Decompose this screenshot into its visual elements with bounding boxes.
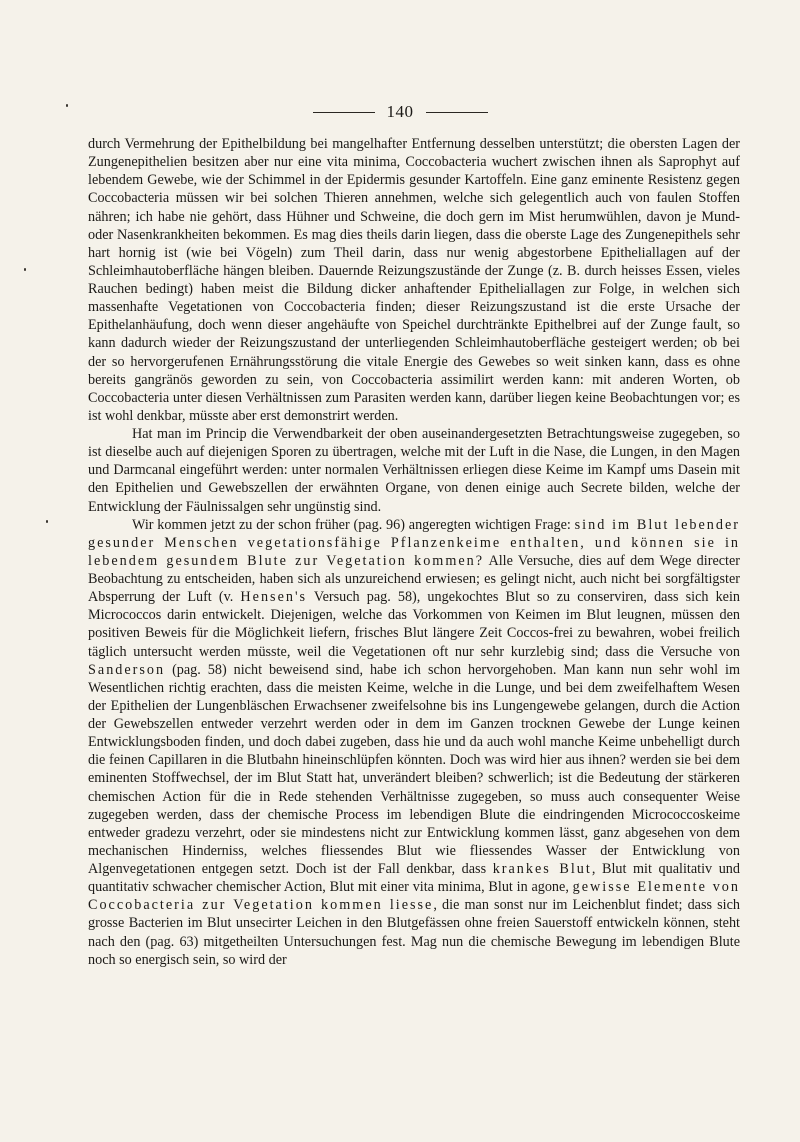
text-segment: , die man sonst nur im Leichenblut findet; dass sich grosse Bacterien im Blut unsecirter Leichen in den Blutgefässen ohne freien Sauerstoff entwickeln können, steht nach den (pag. 63) mitgetheilten Untersuchungen fest. Mag nun die chemische Bewegung im lebendigen Blute noch so energisch sein, so wird der [88, 897, 740, 968]
text-segment: , Blut mit qualitativ und quantitativ schwacher chemischer Action, Blut mit einer vita minima, Blut in agone, [88, 861, 740, 896]
paragraph [88, 516, 740, 969]
text-segment: Hat man im Princip die Verwendbarkeit der oben auseinandergesetzten Betrachtungsweise zugegeben, so ist dieselbe auch auf diejenigen Sporen zu übertragen, welche mit der Luft in die Nase, die Lungen, in den Magen und Darmcanal eingeführt werden: unter normalen Verhältnissen erliegen diese Keime im Kampf ums Dasein mit den Epithelien und Gewebszellen der erwähnten Organe, von denen einige auch Secrete bilden, welche der Entwicklung der Fäulnissalgen sehr ungünstig sind. [88, 426, 740, 515]
paragraph [88, 135, 740, 425]
text-segment: Alle Versuche, dies auf dem Wege directer Beobachtung zu entscheiden, haben sich als unzureichend erwiesen; es gelingt nicht, auch nicht bei sorgfältigster Absperrung der Luft (v. [88, 552, 740, 606]
text-segment: (pag. 58) nicht beweisend sind, habe ich schon hervorgehoben. Man kann nun sehr wohl im Wesentlichen richtig erachten, dass die meisten Keime, welche in die Lunge, und bei dem zweifelhaftem Wesen der Epithelien der Lungenbläschen Erwachsener zweifelsohne bis ins Lungengewebe gelangen, durch die Action der Gewebszellen entweder verzehrt werden oder in dem im Ganzen trocknen Gewebe der Lunge keinen Entwicklungsboden finden, und doch dabei zugeben, dass hie und da auch wohl manche Keime unbehelligt durch die feinen Capillaren in die Blutbahn hineinschlüpfen könnten. Doch was wird hier aus ihnen? werden sie bei dem eminenten Stoffwechsel, der im Blut Statt hat, unverändert bleiben? schwerlich; ist die Bedeutung der stärkeren chemischen Action für die in Rede stehenden Verhältnisse zugegeben, so muss auch consequenter Weise zugegeben werden, dass der chemische Process im lebendigen Blute die eindringenden Micrococcoskeime entweder gradezu verzehrt, oder sie mindestens nicht zur Entwicklung kommen lässt, ganz abgesehen von dem mechanischen Hinderniss, welches fliessendes Blut wie fliessendes Wasser der Entwicklung von Algenvegetationen entgegen setzt. Doch ist der Fall denkbar, dass [88, 661, 740, 877]
margin-speck [46, 520, 48, 523]
text-segment: Versuch pag. 58), ungekochtes Blut so zu conserviren, dass sich kein Micrococcos darin entwickelt. Diejenigen, welche das Vorkommen von Keimen im Blut leugnen, müssen den positiven Beweis für die Möglichkeit liefern, frisches Blut längere Zeit Coccos-frei zu bewahren, wobei freilich täglich untersucht werden müsste, weil die Vegetationen oft nur sehr kurzlebig sind; dass die Versuche von [88, 589, 741, 660]
emphasized-text: Sanderson [88, 661, 166, 678]
text-segment: durch Vermehrung der Epithelbildung bei mangelhafter Entfernung desselben unterstützt; die obersten Lagen der Zungenepithelien besitzen aber nur eine vita minima, Coccobacteria wuchert zwischen ihnen als Saprophyt auf lebendem Gewebe, wie der Schimmel in der Epidermis gesunder Kartoffeln. Eine ganz eminente Resistenz gegen Coccobacteria müssen wir bei solchen Thieren annehmen, welche sich gelegentlich auch von faulen Stoffen nähren; ich habe nie gehört, dass Hühner und Schweine, die doch gern im Mist herumwühlen, davon je Mund- oder Nasenkrankheiten bekommen. Es mag dies theils darin liegen, dass die oberste Lage des Zungenepithels sehr hart hornig ist (wie bei Vögeln) zum Theil darin, dass nur wenig abgestorbene Epitheliallagen auf der Schleimhautoberfläche hängen bleiben. Dauernde Reizungszustände der Zunge (z. B. durch heisses Essen, vieles Rauchen bedingt) haben meist die Bildung dicker anhaftender Epitheliallagen zur Folge, in welchen sich massenhafte Vegetationen von Coccobacteria finden; dieser Reizungszustand ist die erste Ursache der Epithelanhäufung, doch wenn dieser angehäufte von Speichel durchtränkte Epithelbrei auf der Zunge fault, so kann dadurch wieder der Reizungszustand der unterliegenden Schleimhautoberfläche gesteigert werden; ob bei der so hervorgerufenen Ernährungsstörung die vitale Energie des Gewebes so weit sinken kann, dass es ohne bereits gangränös geworden zu sein, von Coccobacteria assimilirt werden kann: mit anderen Worten, ob Coccobacteria unter diesen Verhältnissen zum Parasiten werden kann, darüber liegen keine Beobachtungen vor; es ist wohl denkbar, müsste aber erst demonstrirt werden. [88, 136, 740, 424]
emphasized-text: sind im Blut lebender gesunder Menschen vegetationsfähige Pflanzenkeime enthalten, und können sie in lebendem gesundem Blute zur Vegetation kommen? [88, 516, 740, 569]
page-number: 140 [386, 102, 414, 121]
body-text [88, 135, 740, 969]
header-rule-right [426, 112, 488, 113]
emphasized-text: Hensen's [240, 589, 308, 606]
margin-speck [24, 268, 26, 271]
page-header [0, 102, 800, 122]
header-rule-left [313, 112, 375, 113]
margin-speck [66, 104, 68, 107]
emphasized-text: krankes Blut [492, 861, 592, 877]
paragraph [88, 425, 740, 516]
emphasized-text: gewisse Elemente von Coccobacteria zur Vegetation kommen liesse [88, 879, 740, 914]
text-segment: Wir kommen jetzt zu der schon früher (pag. 96) angeregten wichtigen Frage: [132, 516, 575, 533]
